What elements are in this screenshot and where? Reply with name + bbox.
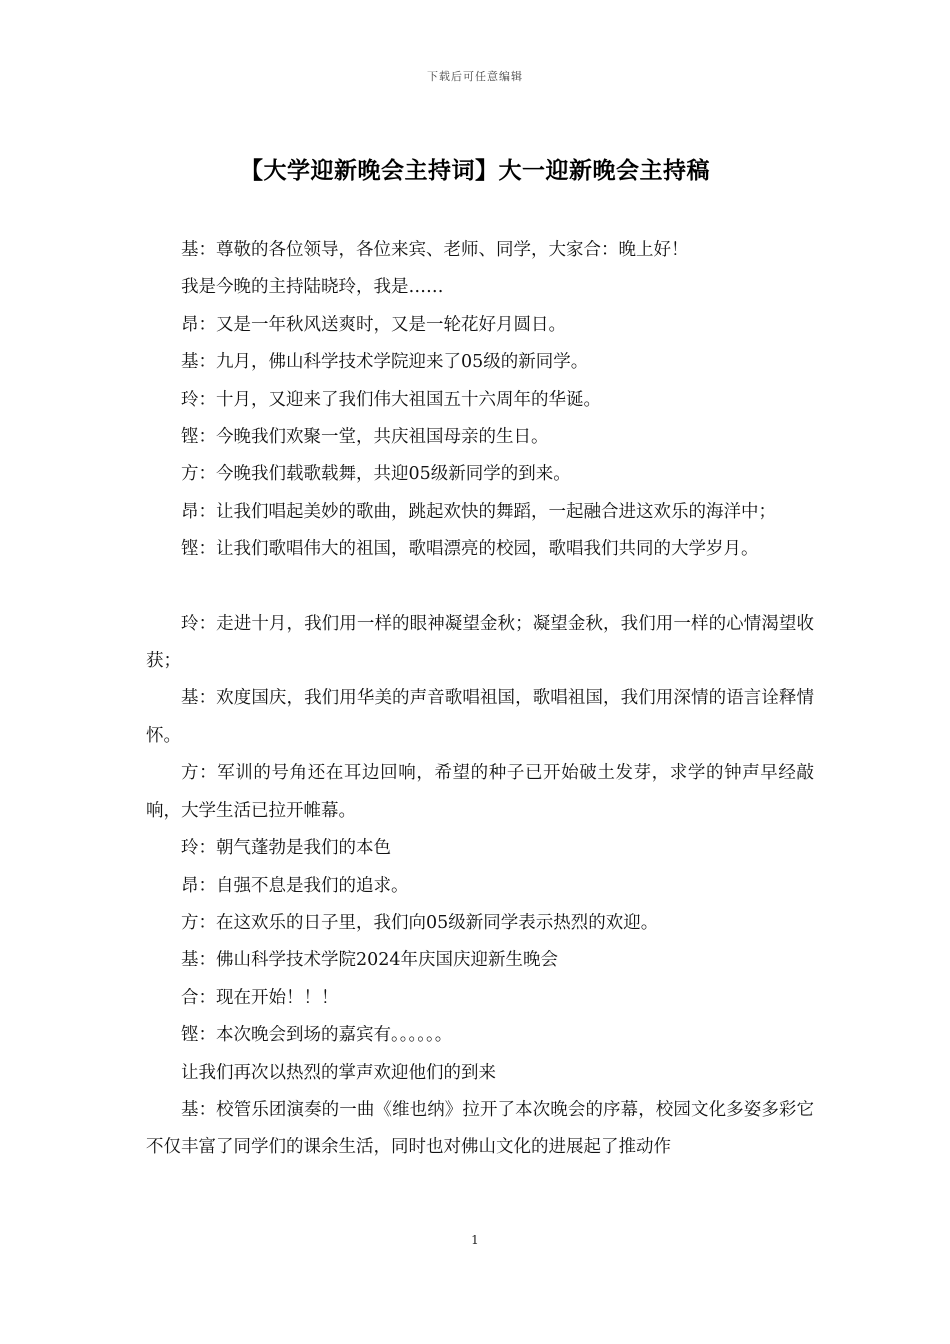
- header-note: 下载后可任意编辑: [427, 70, 523, 83]
- paragraph: 铿：本次晚会到场的嘉宾有。。。。。。: [181, 1025, 453, 1046]
- document-body: [146, 232, 814, 1167]
- paragraph: 方：军训的号角还在耳边回响，希望的种子已开始破土发芽，求学的钟声早经敲响，大学生活已拉开帷幕。: [146, 763, 814, 821]
- paragraph: 基：校管乐团演奏的一曲《维也纳》拉开了本次晚会的序幕，校园文化多姿多彩它不仅丰富了同学们的课余生活，同时也对佛山文化的进展起了推动作: [146, 1099, 814, 1158]
- paragraph: 昂：让我们唱起美妙的歌曲，跳起欢快的舞蹈，一起融合进这欢乐的海洋中；: [181, 501, 776, 522]
- paragraph: 基：欢度国庆，我们用华美的声音歌唱祖国，歌唱祖国，我们用深情的语言诠释情怀。: [146, 688, 814, 746]
- paragraph: 基：佛山科学技术学院2024年庆国庆迎新生晚会: [181, 950, 559, 971]
- paragraph: 基：九月，佛山科学技术学院迎来了05级的新同学。: [181, 352, 589, 373]
- paragraph: 铿：今晚我们欢聚一堂，共庆祖国母亲的生日。: [181, 427, 549, 448]
- page-number: 1: [471, 1233, 479, 1247]
- paragraph: 合：现在开始！！！: [181, 987, 339, 1008]
- paragraph: 玲：走进十月，我们用一样的眼神凝望金秋；凝望金秋，我们用一样的心情渴望收获；: [146, 613, 814, 672]
- paragraph: 昂：自强不息是我们的追求。: [181, 875, 409, 896]
- paragraph: 铿：让我们歌唱伟大的祖国，歌唱漂亮的校园，歌唱我们共同的大学岁月。: [181, 539, 759, 560]
- paragraph: 方：在这欢乐的日子里，我们向05级新同学表示热烈的欢迎。: [181, 912, 659, 933]
- paragraph: 我是今晚的主持陆晓玲，我是……: [181, 277, 444, 298]
- paragraph: 昂：又是一年秋风送爽时，又是一轮花好月圆日。: [181, 314, 566, 335]
- paragraph: 玲：朝气蓬勃是我们的本色: [181, 838, 391, 859]
- document-title: 【大学迎新晚会主持词】大一迎新晚会主持稿: [240, 157, 710, 184]
- paragraph: 基：尊敬的各位领导，各位来宾、老师、同学，大家合：晚上好！: [181, 240, 689, 260]
- paragraph: 方：今晚我们载歌载舞，共迎05级新同学的到来。: [181, 464, 571, 485]
- paragraph: 让我们再次以热烈的掌声欢迎他们的到来: [181, 1062, 496, 1083]
- paragraph: 玲：十月，又迎来了我们伟大祖国五十六周年的华诞。: [181, 389, 601, 410]
